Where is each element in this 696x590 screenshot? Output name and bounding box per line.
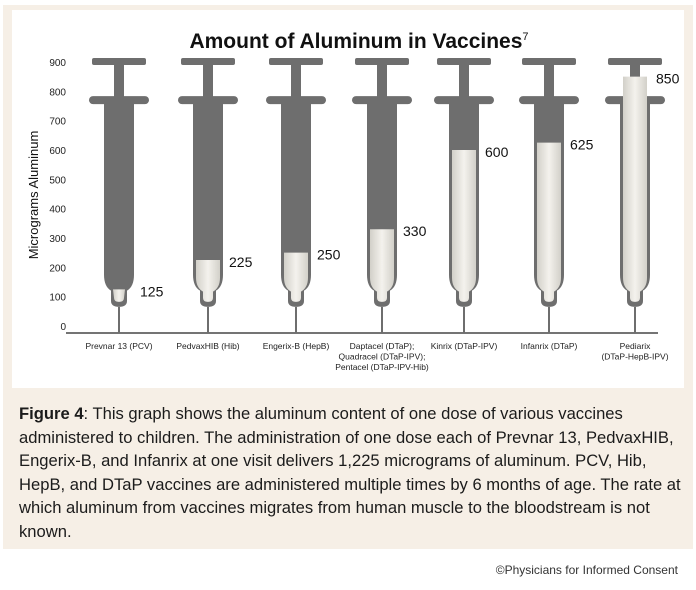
chart-title: Amount of Aluminum in Vaccines$^7$ [189,30,529,53]
y-tick-label: 300 [49,234,66,245]
syringe-barrel [104,100,134,307]
y-tick-label: 100 [49,292,66,304]
y-tick-label: 900 [49,58,66,69]
data-label: 250 [317,246,341,263]
x-tick-label [176,341,239,351]
plunger-rod [203,62,213,100]
x-tick-label-line: Quadracel (DTaP-IPV); [338,351,426,362]
figure-caption [19,402,687,544]
x-tick-label-line: Engerix-B (HepB) [262,341,330,351]
plunger-rod [114,62,124,100]
aluminum-fill-bar [623,77,647,302]
x-tick-label-line: Pediarix [619,341,651,351]
plunger-rod [291,62,301,100]
caption-text: : This graph shows the aluminum content of one dose of various vaccines administered to children. The administration of one dose each of Prevnar 13, PedvaxHIB, Engerix-B, and Infanrix at one visit delivers 1,225 micrograms of aluminum. PCV, Hib, HepB, and DTaP vaccines are administered multiple times by 6 months of age. The rate at which aluminum from vaccines migrates from human muscle to the bloodstream is not known. [19,404,681,541]
data-label: 850 [656,70,680,87]
y-axis-label: Micrograms Aluminum [26,130,41,260]
y-tick-label: 800 [49,87,66,99]
x-tick-label-line: Prevnar 13 (PCV) [85,341,153,351]
y-tick-label: 700 [49,116,66,128]
x-tick-label [263,341,330,351]
x-tick-label-line: Pentacel (DTaP-IPV-Hib) [335,362,429,372]
x-tick-label-line: Daptacel (DTaP); [349,341,415,351]
x-tick-label [431,341,498,351]
x-tick-label [521,341,578,351]
y-tick-label: 500 [49,175,66,187]
y-tick-label: 0 [60,322,66,333]
data-label: 330 [403,223,427,240]
data-label: 600 [485,144,509,160]
y-tick-label: 200 [49,263,66,275]
x-tick-label-line: PedvaxHIB (Hib) [176,341,240,351]
plunger-rod [377,62,387,100]
x-tick-label [85,341,152,351]
copyright-notice: ©Physicians for Informed Consent [495,563,678,577]
caption-label: Figure 4 [19,404,84,423]
y-tick-label: 600 [49,146,66,157]
data-label: 625 [570,136,594,153]
x-tick-label-line: Infanrix (DTaP) [520,341,578,351]
plunger-rod [459,62,469,100]
aluminum-fill-bar [537,143,561,302]
data-label: 125 [140,283,164,300]
aluminum-fill-bar [452,150,476,302]
aluminum-chart [3,5,693,395]
plunger-rod [544,62,554,100]
y-tick-label: 400 [49,204,66,216]
figure-panel [3,5,693,549]
aluminum-fill-bar [113,289,125,302]
x-tick-label-line: (DTaP-HepB-IPV) [601,351,669,362]
x-tick-label-line: Kinrix (DTaP-IPV) [430,341,498,351]
data-label: 225 [229,254,253,270]
